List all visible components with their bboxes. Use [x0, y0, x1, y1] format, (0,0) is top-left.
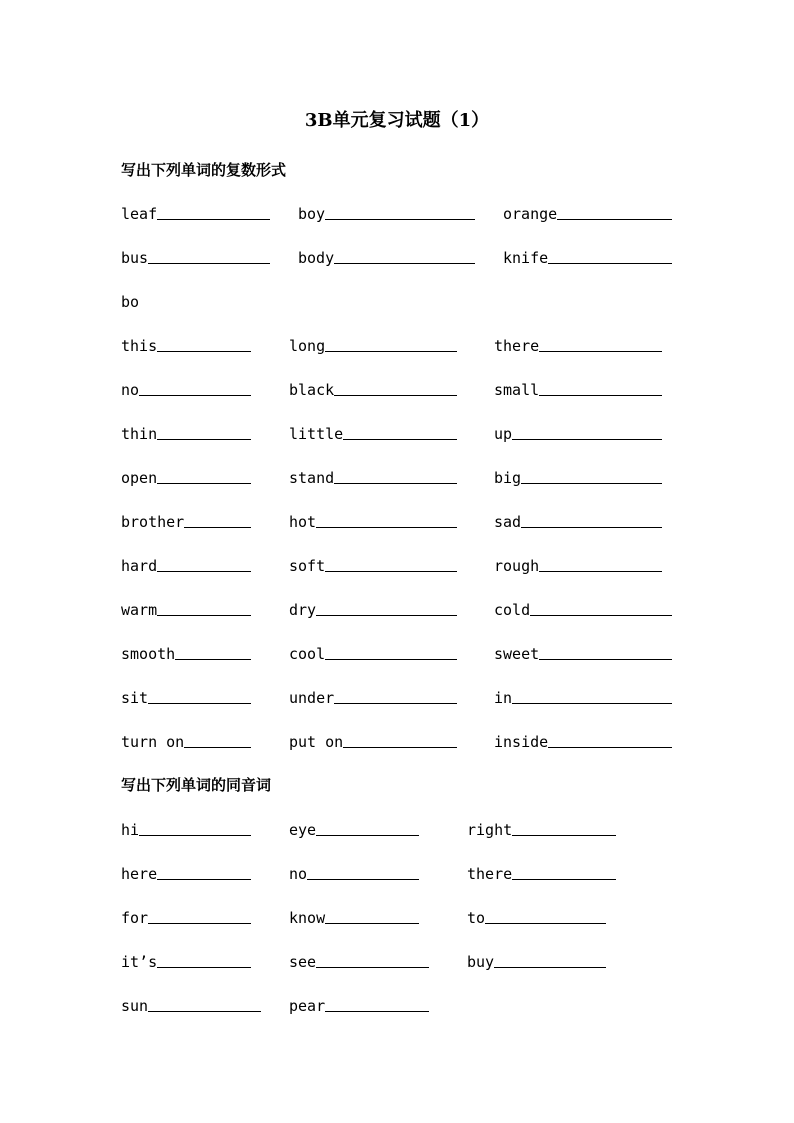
- exercise-word: orange: [503, 205, 558, 223]
- answer-blank[interactable]: [325, 659, 457, 660]
- exercise-word: warm: [121, 601, 158, 619]
- section-heading-homophones: 写出下列单词的同音词: [121, 776, 272, 794]
- exercise-word: up: [494, 425, 513, 443]
- exercise-word: there: [467, 865, 513, 883]
- exercise-item: [121, 907, 251, 927]
- answer-blank[interactable]: [530, 615, 672, 616]
- exercise-item: [121, 863, 251, 883]
- exercise-word: sun: [121, 997, 149, 1015]
- answer-blank[interactable]: [316, 527, 457, 528]
- exercise-item: [494, 687, 672, 707]
- exercise-word: black: [289, 381, 335, 399]
- answer-blank[interactable]: [521, 483, 662, 484]
- answer-blank[interactable]: [148, 1011, 261, 1012]
- exercise-item: [494, 555, 662, 575]
- exercise-item: [121, 951, 251, 971]
- answer-blank[interactable]: [343, 747, 457, 748]
- exercise-item: [494, 423, 662, 443]
- exercise-item: [121, 731, 251, 751]
- answer-blank[interactable]: [334, 263, 475, 264]
- exercise-item: [494, 511, 662, 531]
- exercise-item: [289, 951, 429, 971]
- exercise-item: [494, 467, 662, 487]
- exercise-word: turn on: [121, 733, 185, 751]
- answer-blank[interactable]: [157, 879, 251, 880]
- exercise-word: bus: [121, 249, 149, 267]
- answer-blank[interactable]: [343, 439, 457, 440]
- exercise-word: cold: [494, 601, 531, 619]
- exercise-item: [503, 203, 672, 223]
- exercise-item: [289, 819, 419, 839]
- exercise-item: [298, 247, 475, 267]
- answer-blank[interactable]: [512, 835, 616, 836]
- exercise-word: smooth: [121, 645, 176, 663]
- exercise-word: sit: [121, 689, 149, 707]
- exercise-word: this: [121, 337, 158, 355]
- exercise-word: brother: [121, 513, 185, 531]
- exercise-item: [121, 335, 251, 355]
- exercise-item: [494, 731, 672, 751]
- exercise-item: [467, 951, 606, 971]
- exercise-item: [121, 687, 251, 707]
- answer-blank[interactable]: [485, 923, 606, 924]
- exercise-item: [503, 247, 672, 267]
- section-heading-plural: 写出下列单词的复数形式: [121, 161, 287, 179]
- exercise-item: [289, 511, 457, 531]
- answer-blank[interactable]: [157, 615, 251, 616]
- answer-blank[interactable]: [139, 835, 251, 836]
- exercise-word: rough: [494, 557, 540, 575]
- exercise-word: little: [289, 425, 344, 443]
- exercise-word: under: [289, 689, 335, 707]
- answer-blank[interactable]: [316, 967, 429, 968]
- answer-blank[interactable]: [539, 571, 662, 572]
- answer-blank[interactable]: [139, 395, 251, 396]
- answer-blank[interactable]: [157, 483, 251, 484]
- answer-blank[interactable]: [334, 483, 457, 484]
- exercise-item: [289, 643, 457, 663]
- exercise-item: [289, 731, 457, 751]
- answer-blank[interactable]: [157, 571, 251, 572]
- exercise-item: [121, 379, 251, 399]
- answer-blank[interactable]: [325, 1011, 429, 1012]
- exercise-word: thin: [121, 425, 158, 443]
- answer-blank[interactable]: [539, 351, 662, 352]
- exercise-word: hard: [121, 557, 158, 575]
- exercise-item: [494, 379, 662, 399]
- answer-blank[interactable]: [148, 703, 251, 704]
- exercise-word: pear: [289, 997, 326, 1015]
- exercise-word: stand: [289, 469, 335, 487]
- exercise-item: [121, 555, 251, 575]
- answer-blank[interactable]: [334, 703, 457, 704]
- exercise-word: to: [467, 909, 486, 927]
- exercise-word: big: [494, 469, 522, 487]
- answer-blank[interactable]: [316, 615, 457, 616]
- exercise-word: boy: [298, 205, 326, 223]
- exercise-item: [494, 643, 672, 663]
- exercise-item: [298, 203, 475, 223]
- answer-blank[interactable]: [548, 263, 672, 264]
- exercise-word: long: [289, 337, 326, 355]
- answer-blank[interactable]: [307, 879, 419, 880]
- exercise-word: buy: [467, 953, 495, 971]
- exercise-item: [289, 687, 457, 707]
- answer-blank[interactable]: [512, 703, 672, 704]
- exercise-item: [121, 247, 270, 267]
- exercise-item: [289, 863, 419, 883]
- answer-blank[interactable]: [316, 835, 419, 836]
- answer-blank[interactable]: [148, 263, 270, 264]
- answer-blank[interactable]: [325, 219, 475, 220]
- exercise-item: [121, 599, 251, 619]
- answer-blank[interactable]: [175, 659, 251, 660]
- exercise-item: [467, 907, 606, 927]
- exercise-word: know: [289, 909, 326, 927]
- answer-blank[interactable]: [539, 659, 672, 660]
- exercise-item: [467, 819, 616, 839]
- answer-blank[interactable]: [157, 439, 251, 440]
- exercise-item: [121, 819, 251, 839]
- exercise-word: right: [467, 821, 513, 839]
- exercise-word: body: [298, 249, 335, 267]
- exercise-item: [121, 643, 251, 663]
- answer-blank[interactable]: [512, 879, 616, 880]
- exercise-word: sweet: [494, 645, 540, 663]
- exercise-word: inside: [494, 733, 549, 751]
- exercise-item: [289, 555, 457, 575]
- exercise-word: put on: [289, 733, 344, 751]
- exercise-item: [289, 995, 429, 1015]
- answer-blank[interactable]: [539, 395, 662, 396]
- exercise-word: here: [121, 865, 158, 883]
- answer-blank[interactable]: [157, 967, 251, 968]
- exercise-item: [121, 511, 251, 531]
- exercise-item: [494, 335, 662, 355]
- answer-blank[interactable]: [184, 527, 251, 528]
- exercise-word: open: [121, 469, 158, 487]
- answer-blank[interactable]: [184, 747, 251, 748]
- exercise-word: in: [494, 689, 513, 707]
- exercise-word: knife: [503, 249, 549, 267]
- exercise-item: [121, 291, 160, 311]
- exercise-item: [121, 467, 251, 487]
- answer-blank[interactable]: [157, 219, 270, 220]
- exercise-word: small: [494, 381, 540, 399]
- exercise-word: bo: [121, 293, 140, 311]
- exercise-item: [289, 467, 457, 487]
- exercise-item: [289, 423, 457, 443]
- exercise-word: no: [121, 381, 140, 399]
- exercise-word: for: [121, 909, 149, 927]
- answer-blank[interactable]: [512, 439, 662, 440]
- answer-blank[interactable]: [325, 571, 457, 572]
- answer-blank[interactable]: [334, 395, 457, 396]
- page-title: 3B单元复习试题（1）: [304, 110, 490, 131]
- exercise-item: [121, 203, 270, 223]
- answer-blank[interactable]: [557, 219, 672, 220]
- answer-blank[interactable]: [548, 747, 672, 748]
- exercise-item: [121, 995, 261, 1015]
- exercise-word: see: [289, 953, 317, 971]
- exercise-item: [121, 423, 251, 443]
- exercise-word: soft: [289, 557, 326, 575]
- exercise-item: [289, 599, 457, 619]
- exercise-word: eye: [289, 821, 317, 839]
- exercise-word: no: [289, 865, 308, 883]
- exercise-word: hot: [289, 513, 317, 531]
- exercise-word: leaf: [121, 205, 158, 223]
- answer-blank[interactable]: [148, 923, 251, 924]
- exercise-word: it’s: [121, 953, 158, 971]
- exercise-word: hi: [121, 821, 140, 839]
- exercise-item: [467, 863, 616, 883]
- exercise-word: sad: [494, 513, 522, 531]
- answer-blank[interactable]: [325, 351, 457, 352]
- exercise-item: [289, 907, 419, 927]
- answer-blank[interactable]: [325, 923, 419, 924]
- exercise-word: cool: [289, 645, 326, 663]
- exercise-word: dry: [289, 601, 317, 619]
- answer-blank[interactable]: [521, 527, 662, 528]
- answer-blank[interactable]: [157, 351, 251, 352]
- answer-blank[interactable]: [494, 967, 606, 968]
- exercise-item: [289, 379, 457, 399]
- exercise-item: [289, 335, 457, 355]
- exercise-item: [494, 599, 672, 619]
- exercise-word: there: [494, 337, 540, 355]
